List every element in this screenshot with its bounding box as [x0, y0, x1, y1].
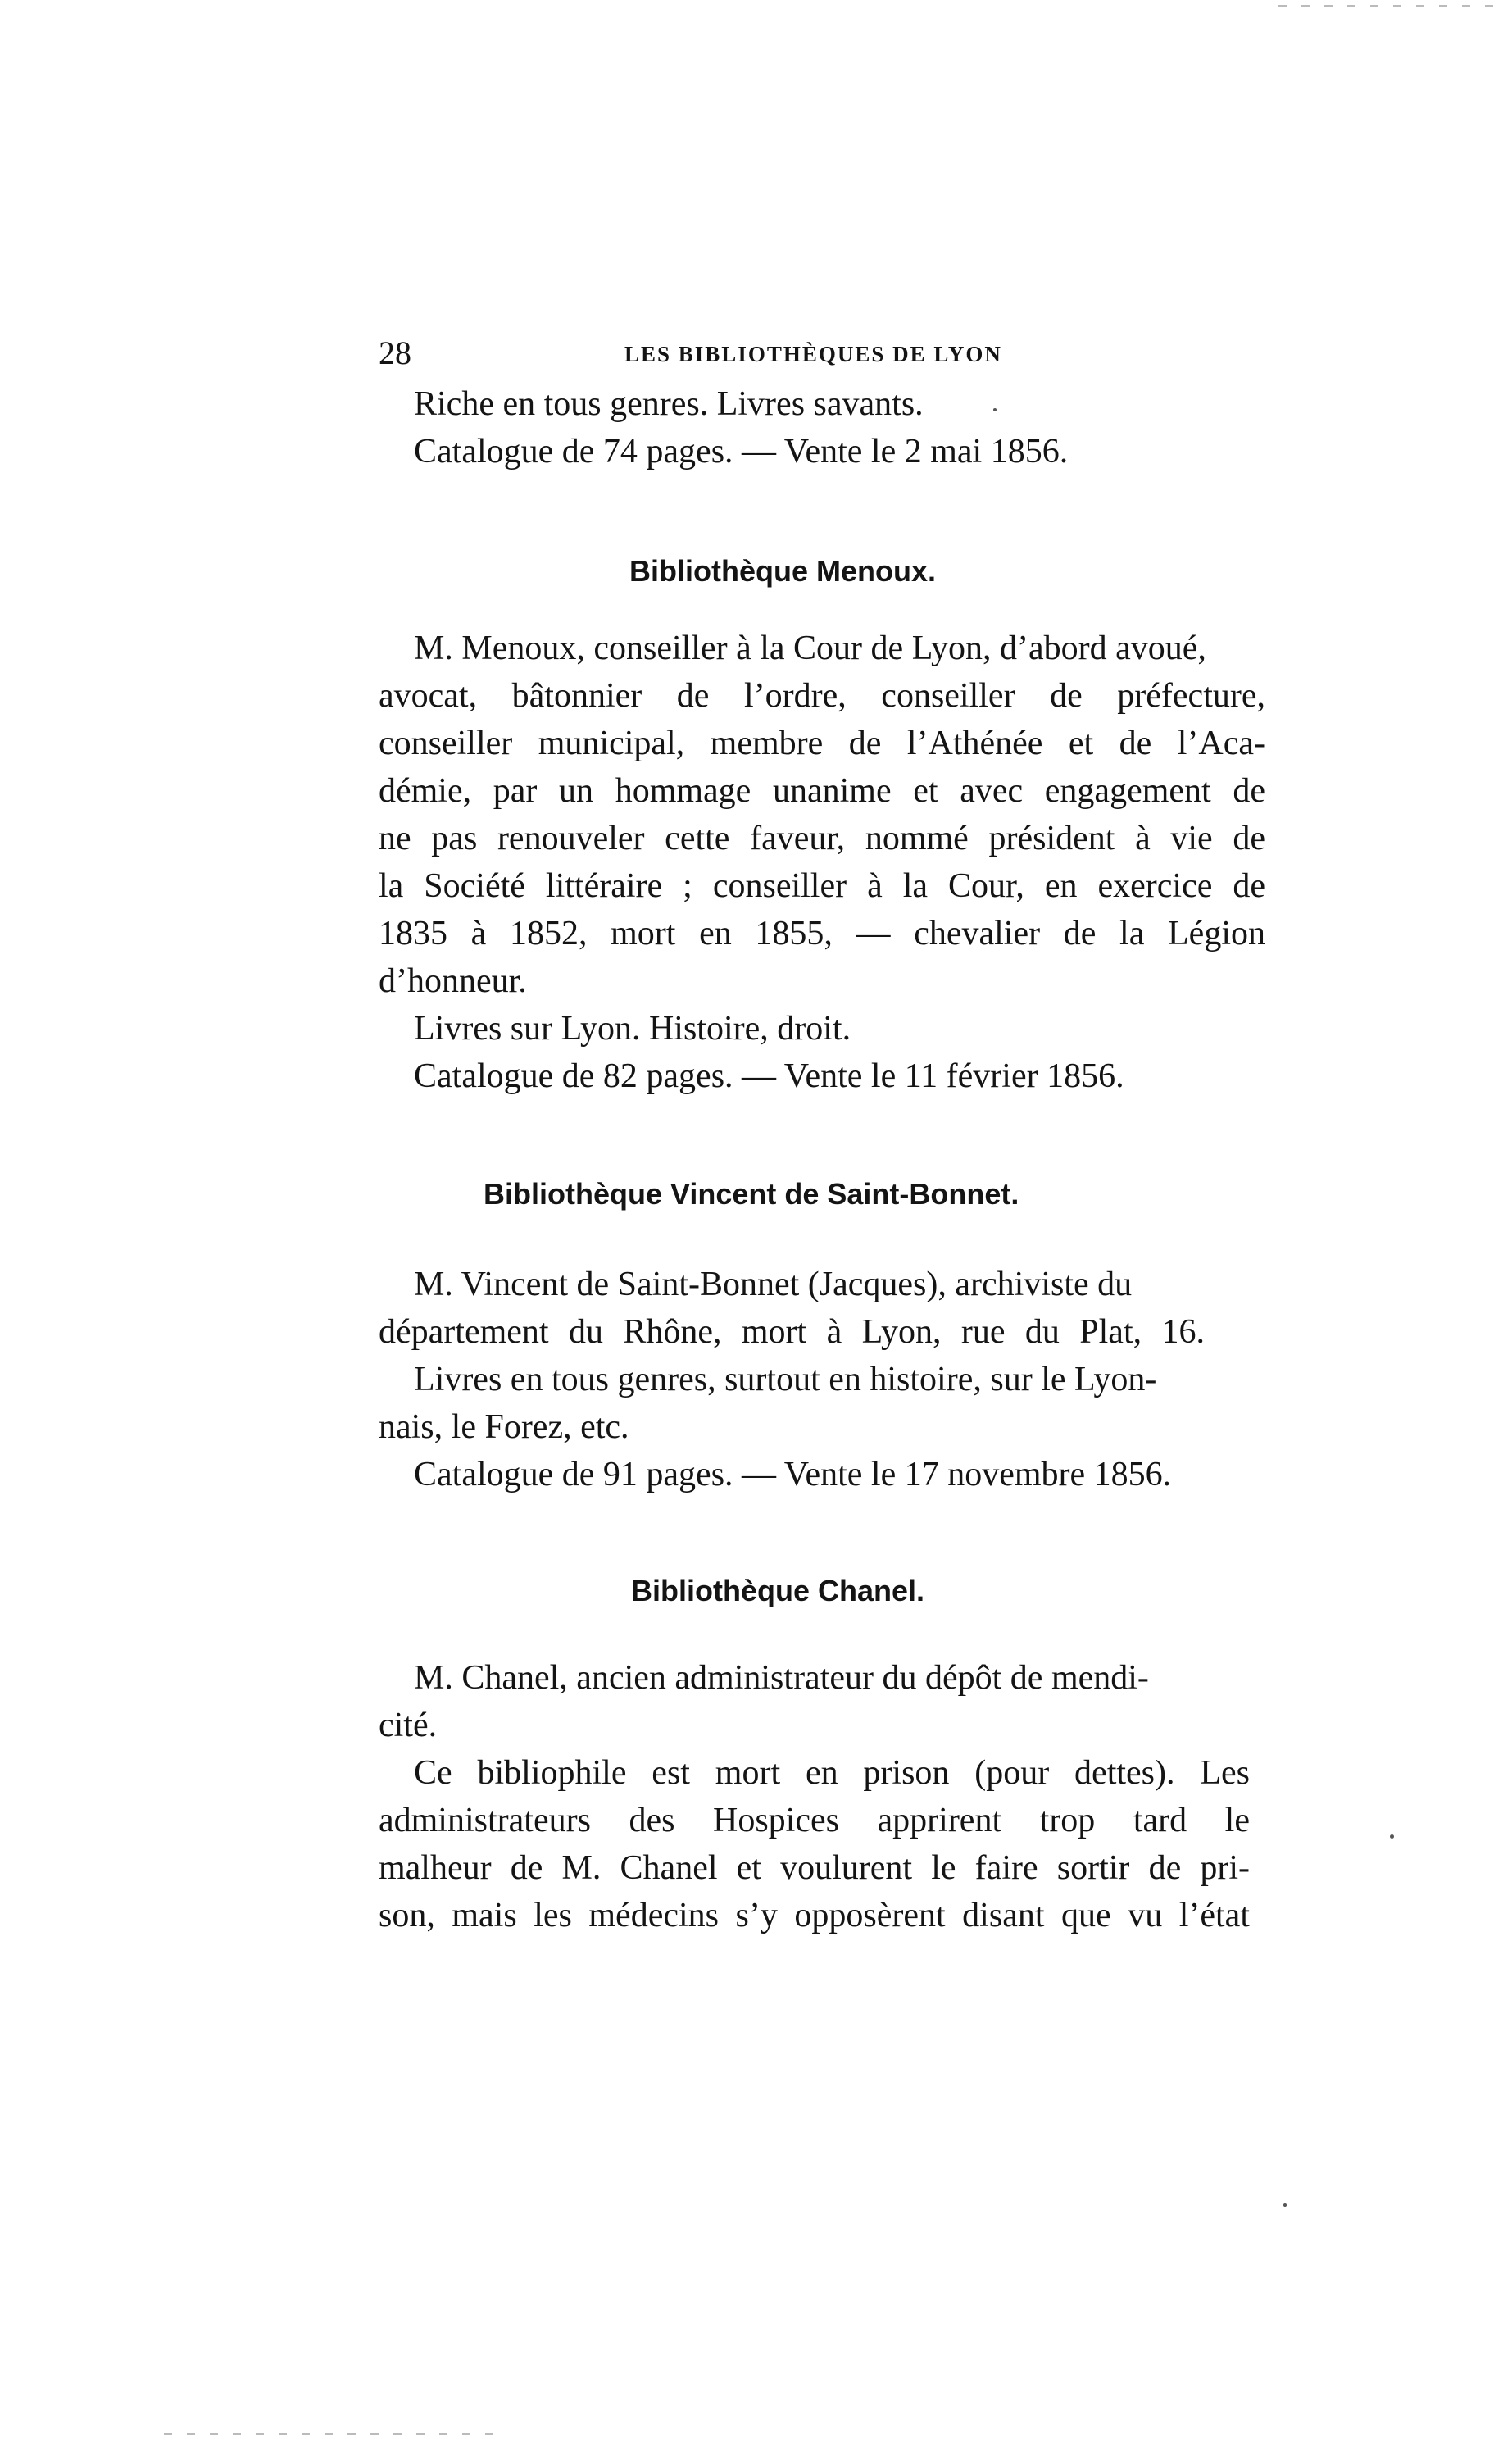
intro-line-2: Catalogue de 74 pages. — Vente le 2 mai 1856. — [414, 433, 1069, 470]
menoux-line-3: conseiller municipal, membre de l’Athénée et de l’Aca- — [379, 725, 1265, 762]
vincent-line-3: Livres en tous genres, surtout en histoire, sur le Lyon- — [414, 1361, 1157, 1398]
menoux-line-1: M. Menoux, conseiller à la Cour de Lyon, d’abord avoué, — [414, 630, 1206, 667]
section-heading-chanel: Bibliothèque Chanel. — [631, 1574, 925, 1607]
intro-line-1: Riche en tous genres. Livres savants. — [414, 385, 924, 423]
scan-speck — [993, 408, 997, 411]
vincent-line-4: nais, le Forez, etc. — [379, 1408, 629, 1446]
scan-speck — [1390, 1834, 1394, 1839]
chanel-line-5: malheur de M. Chanel et voulurent le faire sortir de pri- — [379, 1849, 1250, 1887]
chanel-line-1: M. Chanel, ancien administrateur du dépôt de mendi- — [414, 1659, 1149, 1697]
menoux-line-10: Catalogue de 82 pages. — Vente le 11 février 1856. — [414, 1057, 1124, 1095]
chanel-line-6: son, mais les médecins s’y opposèrent disant que vu l’état — [379, 1897, 1250, 1934]
section-heading-menoux: Bibliothèque Menoux. — [629, 554, 936, 588]
scan-speck — [1283, 2203, 1287, 2207]
vincent-line-5: Catalogue de 91 pages. — Vente le 17 novembre 1856. — [414, 1456, 1172, 1493]
running-title: LES BIBLIOTHÈQUES DE LYON — [624, 342, 1002, 366]
menoux-line-8: d’honneur. — [379, 962, 527, 1000]
menoux-line-7: 1835 à 1852, mort en 1855, — chevalier de la Légion — [379, 915, 1265, 952]
chanel-line-3: Ce bibliophile est mort en prison (pour dettes). Les — [414, 1754, 1250, 1792]
section-heading-vincent: Bibliothèque Vincent de Saint-Bonnet. — [484, 1177, 1019, 1211]
chanel-line-4: administrateurs des Hospices apprirent trop tard le — [379, 1802, 1250, 1839]
page-number: 28 — [379, 334, 411, 371]
vincent-line-1: M. Vincent de Saint-Bonnet (Jacques), archiviste du — [414, 1266, 1133, 1303]
scan-edge-mark-bottom — [164, 2433, 508, 2435]
vincent-line-2: département du Rhône, mort à Lyon, rue du Plat, 16. — [379, 1313, 1205, 1351]
menoux-line-5: ne pas renouveler cette faveur, nommé président à vie de — [379, 820, 1265, 857]
menoux-line-9: Livres sur Lyon. Histoire, droit. — [414, 1010, 851, 1048]
menoux-line-6: la Société littéraire ; conseiller à la Cour, en exercice de — [379, 867, 1265, 905]
menoux-line-2: avocat, bâtonnier de l’ordre, conseiller de préfecture, — [379, 677, 1265, 715]
page-header — [379, 331, 1265, 375]
scan-edge-mark-top — [1278, 5, 1500, 7]
menoux-line-4: démie, par un hommage unanime et avec engagement de — [379, 772, 1265, 810]
chanel-line-2: cité. — [379, 1707, 438, 1744]
